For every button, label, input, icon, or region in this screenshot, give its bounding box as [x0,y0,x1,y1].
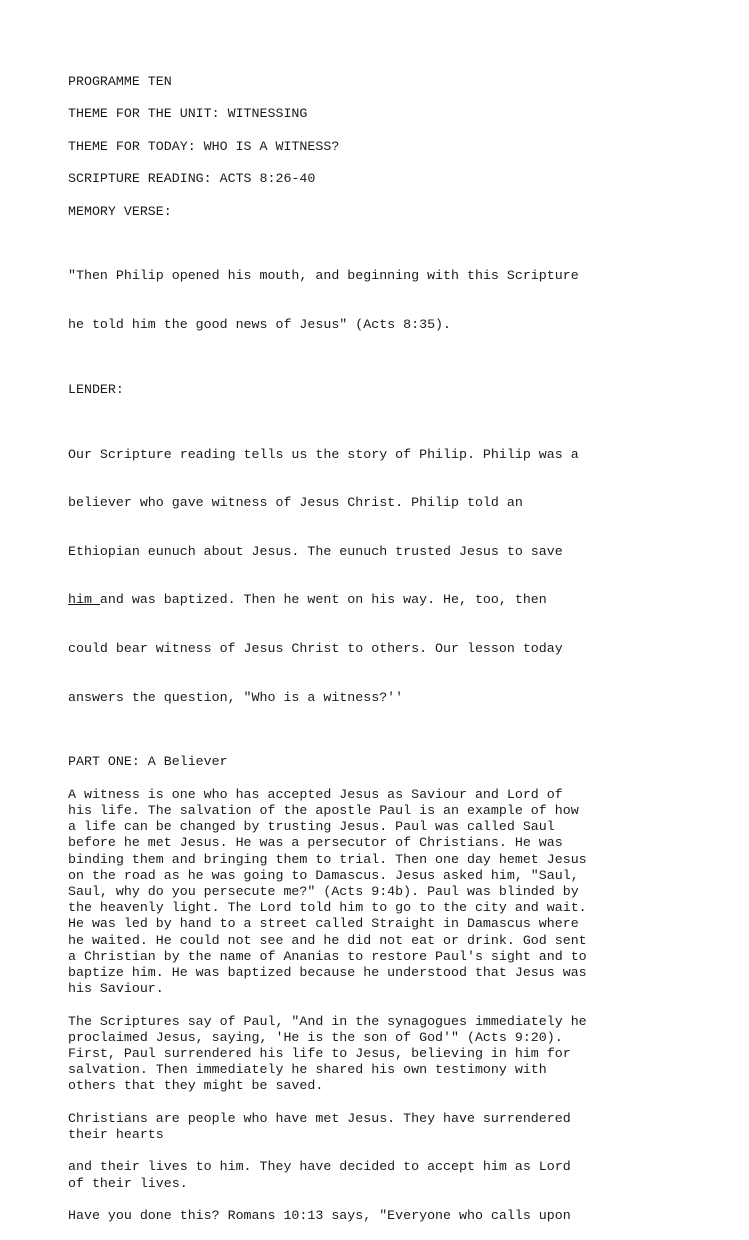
paragraph-line: First, Paul surrendered his life to Jesus, believing in him for [68,1046,571,1062]
memory-verse-line: "Then Philip opened his mouth, and beginning with this Scripture [68,268,579,284]
today-theme: THEME FOR TODAY: WHO IS A WITNESS? [68,138,340,154]
part-one-paragraph-3 [68,1111,708,1143]
paragraph-line: a Christian by the name of Ananias to restore Paul's sight and to [68,948,587,964]
paragraph-line: others that they might be saved. [68,1078,324,1094]
paragraph-line: salvation. Then immediately he shared his own testimony with [68,1062,547,1078]
document-page [68,74,708,1240]
scripture-reading: SCRIPTURE READING: ACTS 8:26-40 [68,171,316,187]
memory-verse [68,236,708,366]
line-rest: and was baptized. Then he went on his way. He, too, then [99,592,547,608]
paragraph-line: a life can be changed by trusting Jesus. Paul was called Saul [68,819,555,835]
paragraph-line: his Saviour. [68,981,164,997]
paragraph-line: he waited. He could not see and he did not eat or drink. God sent [68,932,587,948]
paragraph-line: Our Scripture reading tells us the story of Philip. Philip was a [68,446,579,462]
lender-heading: LENDER: [68,381,124,397]
part-one-paragraph-5 [68,1208,708,1224]
paragraph-line: A witness is one who has accepted Jesus as Saviour and Lord of [68,786,563,802]
paragraph-line: proclaimed Jesus, saying, 'He is the son of God'" (Acts 9:20). [68,1029,563,1045]
part-one-paragraph-2 [68,1014,708,1095]
paragraph-line [68,592,708,608]
paragraph-line: Ethiopian eunuch about Jesus. The eunuch trusted Jesus to save [68,543,563,559]
paragraph-line: before he met Jesus. He was a persecutor of Christians. He was [68,835,563,851]
lender-paragraph [68,414,708,738]
unit-theme: THEME FOR THE UNIT: WITNESSING [68,106,308,122]
paragraph-line: binding them and bringing them to trial. Then one day hemet Jesus [68,851,587,867]
paragraph-line: could bear witness of Jesus Christ to others. Our lesson today [68,641,563,656]
memory-verse-line: he told him the good news of Jesus" (Acts 8:35). [68,316,452,332]
part-one-heading: PART ONE: A Believer [68,754,228,770]
paragraph-line: of their lives. [68,1175,188,1191]
part-one-paragraph-1 [68,787,708,998]
paragraph-line: answers the question, "Who is a witness?'' [68,689,404,705]
paragraph-line: Saul, why do you persecute me?" (Acts 9:4b). Paul was blinded by [68,884,579,900]
paragraph-line: the heavenly light. The Lord told him to go to the city and wait. [68,900,587,916]
paragraph-line: believer who gave witness of Jesus Christ. Philip told an [68,495,523,511]
part-one-paragraph-4 [68,1159,708,1191]
paragraph-line: baptize him. He was baptized because he understood that Jesus was [68,965,587,981]
paragraph-line: on the road as he was going to Damascus. Jesus asked him, "Saul, [68,867,579,883]
paragraph-line: his life. The salvation of the apostle Paul is an example of how [68,803,579,818]
paragraph-line: their hearts [68,1127,164,1143]
paragraph-line: The Scriptures say of Paul, "And in the synagogues immediately he [68,1013,587,1029]
paragraph-line: Have you done this? Romans 10:13 says, "Everyone who calls upon [68,1208,571,1224]
programme-title: PROGRAMME TEN [68,74,172,89]
paragraph-line: and their lives to him. They have decided to accept him as Lord [68,1159,571,1175]
paragraph-line: Christians are people who have met Jesus. They have surrendered [68,1110,571,1126]
paragraph-line: He was led by hand to a street called Straight in Damascus where [68,916,579,932]
memory-verse-heading: MEMORY VERSE: [68,203,172,219]
underlined-word: him [68,592,100,608]
